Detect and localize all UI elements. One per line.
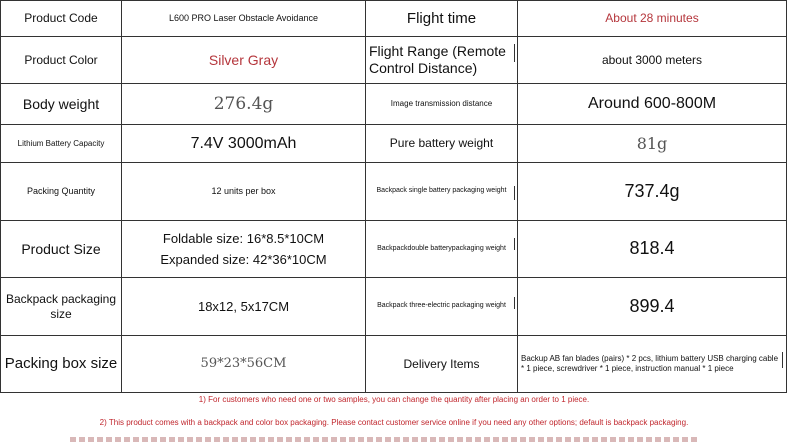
label-backpack-packaging-size: Backpack packaging size bbox=[1, 278, 122, 336]
label-battery-capacity: Lithium Battery Capacity bbox=[1, 125, 122, 163]
divider-mark bbox=[514, 186, 515, 200]
cropped-text-strip bbox=[70, 437, 700, 442]
table-row bbox=[1, 1, 787, 37]
label-flight-time: Flight time bbox=[366, 1, 518, 37]
value-single-battery-weight: 737.4g bbox=[518, 163, 787, 221]
note-samples: 1) For customers who need one or two samples, you can change the quantity after placing an order to 1 piece. bbox=[198, 395, 590, 404]
foldable-size: Foldable size: 16*8.5*10CM bbox=[162, 230, 325, 246]
value-product-code: L600 PRO Laser Obstacle Avoidance bbox=[122, 1, 366, 37]
table-row bbox=[1, 37, 787, 84]
label-product-code: Product Code bbox=[1, 1, 122, 37]
divider-mark bbox=[514, 44, 515, 62]
expanded-size: Expanded size: 42*36*10CM bbox=[160, 251, 327, 267]
table-row bbox=[1, 221, 787, 278]
divider-mark bbox=[514, 238, 515, 250]
value-product-color: Silver Gray bbox=[122, 37, 366, 84]
note-packaging: 2) This product comes with a backpack and color box packaging. Please contact customer service online if you need any other options; default is backpack packaging. bbox=[99, 418, 689, 427]
table-row bbox=[1, 125, 787, 163]
divider-mark bbox=[514, 297, 515, 309]
value-packing-box-size: 59*23*56CM bbox=[122, 336, 366, 393]
label-flight-range: Flight Range (Remote Control Distance) bbox=[366, 37, 518, 84]
value-delivery-items: Backup AB fan blades (pairs) * 2 pcs, lithium battery USB charging cable * 1 piece, screwdriver * 1 piece, instruction manual * 1 piece bbox=[518, 336, 787, 393]
value-flight-range: about 3000 meters bbox=[518, 37, 787, 84]
label-delivery-items: Delivery Items bbox=[366, 336, 518, 393]
value-battery-capacity: 7.4V 3000mAh bbox=[122, 125, 366, 163]
label-three-battery-weight: Backpack three-electric packaging weight bbox=[366, 278, 518, 336]
table-row bbox=[1, 278, 787, 336]
label-battery-weight: Pure battery weight bbox=[366, 125, 518, 163]
label-double-battery-weight: Backpackdouble batterypackaging weight bbox=[366, 221, 518, 278]
value-packing-quantity: 12 units per box bbox=[122, 163, 366, 221]
label-image-transmission: Image transmission distance bbox=[366, 84, 518, 125]
value-double-battery-weight: 818.4 bbox=[518, 221, 787, 278]
value-battery-weight: 81g bbox=[518, 125, 787, 163]
label-product-color: Product Color bbox=[1, 37, 122, 84]
table-row bbox=[1, 336, 787, 393]
label-single-battery-weight: Backpack single battery packaging weight bbox=[366, 163, 518, 221]
value-flight-time: About 28 minutes bbox=[518, 1, 787, 37]
value-body-weight: 276.4g bbox=[122, 84, 366, 125]
value-three-battery-weight: 899.4 bbox=[518, 278, 787, 336]
label-product-size: Product Size bbox=[1, 221, 122, 278]
value-backpack-packaging-size: 18x12, 5x17CM bbox=[122, 278, 366, 336]
label-body-weight: Body weight bbox=[1, 84, 122, 125]
value-image-transmission: Around 600-800M bbox=[518, 84, 787, 125]
value-product-size bbox=[122, 221, 366, 278]
label-packing-box-size: Packing box size bbox=[1, 336, 122, 393]
table-row bbox=[1, 84, 787, 125]
label-packing-quantity: Packing Quantity bbox=[1, 163, 122, 221]
table-row bbox=[1, 163, 787, 221]
notes-section bbox=[0, 393, 788, 442]
divider-mark bbox=[782, 352, 783, 368]
